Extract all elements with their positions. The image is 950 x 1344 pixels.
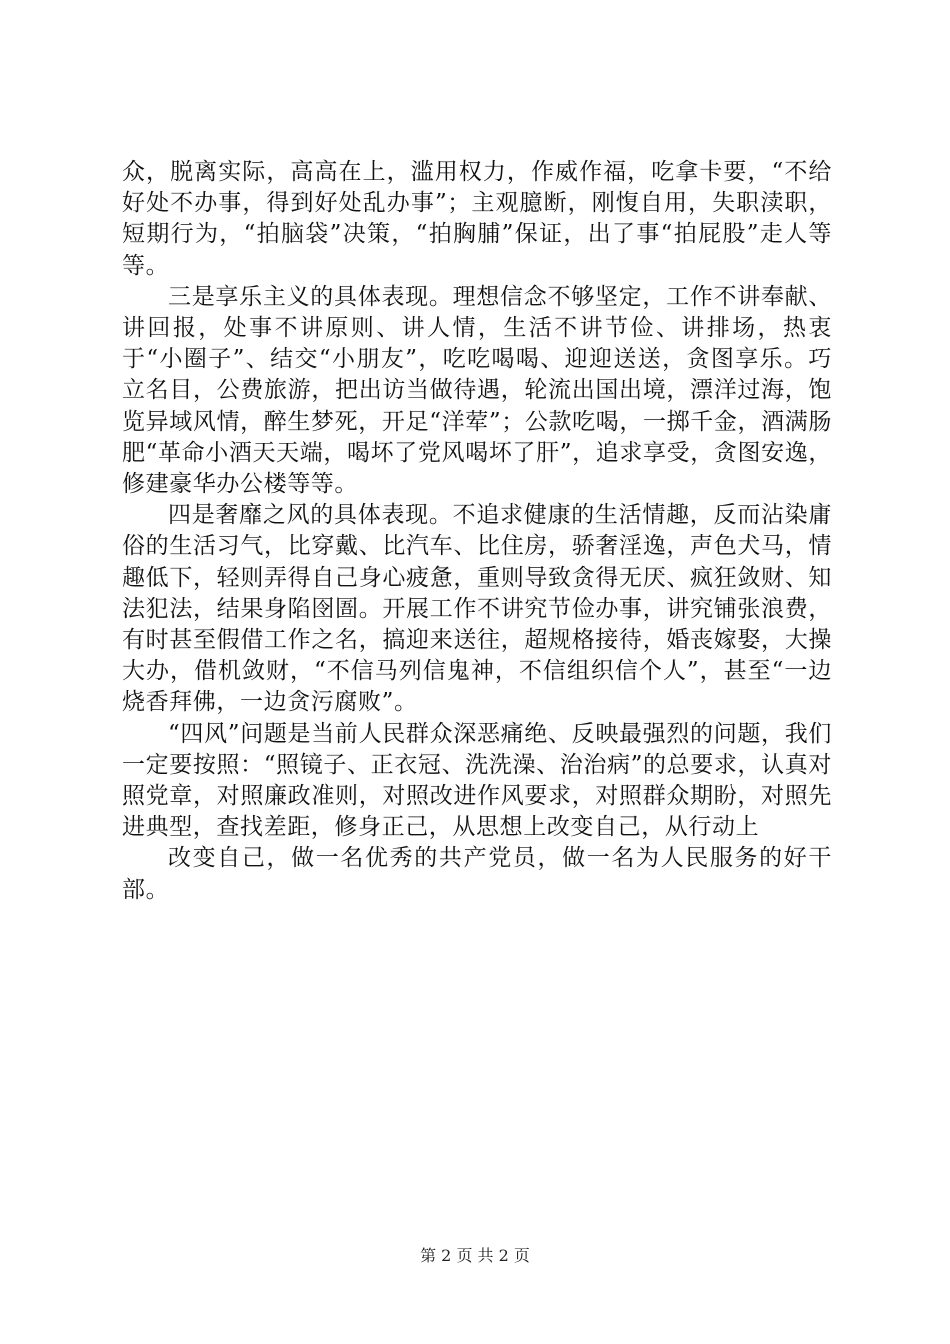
- page-number-footer: 第 2 页 共 2 页: [420, 1246, 530, 1265]
- paragraph-continuation: 众，脱离实际，高高在上，滥用权力，作威作福，吃拿卡要，“不给好处不办事，得到好处乱办事”；主观臆断，刚愎自用，失职渎职，短期行为，“拍脑袋”决策，“拍胸脯”保证，出了事“拍屁股”走人等等。: [122, 159, 832, 279]
- paragraph-conclusion: 改变自己，做一名优秀的共产党员，做一名为人民服务的好干部。: [122, 845, 832, 903]
- document-body: [122, 157, 832, 906]
- paragraph-hedonism: 三是享乐主义的具体表现。理想信念不够坚定，工作不讲奉献、讲回报，处事不讲原则、讲人情，生活不讲节俭、讲排场，热衷于“小圈子”、结交“小朋友”，吃吃喝喝、迎迎送送，贪图享乐。巧立名目，公费旅游，把出访当做待遇，轮流出国出境，漂洋过海，饱览异域风情，醉生梦死，开足“洋荤”；公款吃喝，一掷千金，酒满肠肥“革命小酒天天端，喝坏了党风喝坏了肝”，追求享受，贪图安逸，修建豪华办公楼等等。: [122, 283, 832, 498]
- paragraph-four-winds: “四风”问题是当前人民群众深恶痛绝、反映最强烈的问题，我们一定要按照：“照镜子、正衣冠、洗洗澡、治治病”的总要求，认真对照党章，对照廉政准则，对照改进作风要求，对照群众期盼，对照先进典型，查找差距，修身正己，从思想上改变自己，从行动上: [122, 720, 832, 841]
- paragraph-extravagance: 四是奢靡之风的具体表现。不追求健康的生活情趣，反而沾染庸俗的生活习气，比穿戴、比汽车、比住房，骄奢淫逸，声色犬马，情趣低下，轻则弄得自己身心疲惫，重则导致贪得无厌、疯狂敛财、知法犯法，结果身陷囹圄。开展工作不讲究节俭办事，讲究铺张浪费，有时甚至假借工作之名，搞迎来送往，超规格接待，婚丧嫁娶，大操大办，借机敛财，“不信马列信鬼神，不信组织信个人”，甚至“一边烧香拜佛，一边贪污腐败”。: [122, 502, 832, 716]
